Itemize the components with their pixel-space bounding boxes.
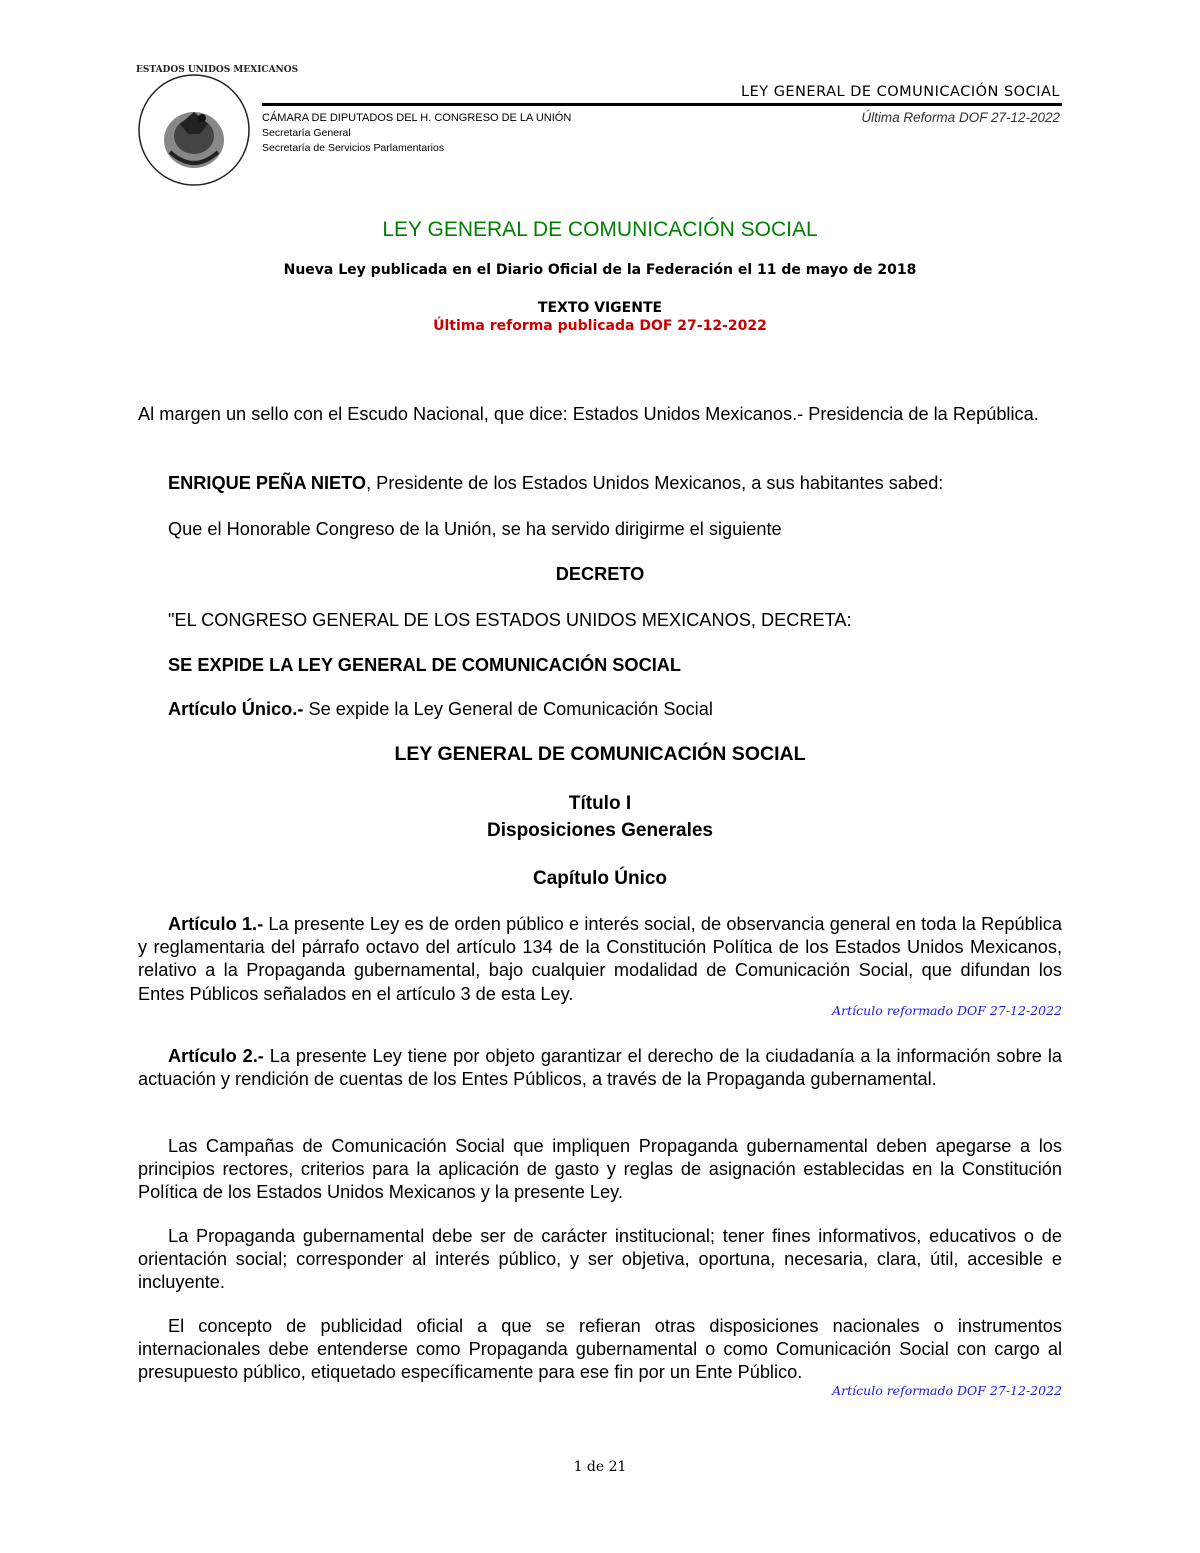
president-text: , Presidente de los Estados Unidos Mexicanos, a sus habitantes sabed: <box>366 473 944 493</box>
header-services: Secretaría de Servicios Parlamentarios <box>262 142 445 154</box>
president-paragraph <box>138 472 1062 495</box>
page-number: 1 de 21 <box>573 1459 627 1475</box>
header-last-reform: Última Reforma DOF 27-12-2022 <box>861 110 1060 125</box>
text-status: TEXTO VIGENTE <box>537 300 663 316</box>
article-2-paragraph-3: La Propaganda gubernamental debe ser de carácter institucional; tener fines informativos, educativos o de orientación social; corresponder al interés público, y ser objetiva, oportuna, necesaria, clara, útil, accesible e incluyente. <box>138 1226 1062 1293</box>
article-1-text: La presente Ley es de orden público e interés social, de observancia general en toda la República y reglamentaria del párrafo octavo del artículo 134 de la Constitución Política de los Estados Unidos Mexicanos, relativo a la Propaganda gubernamental, bajo cualquier modalidad de Comunicación Social, que difundan los Entes Públicos señalados en el artículo 3 de esta Ley. <box>138 914 1062 1004</box>
president-name: ENRIQUE PEÑA NIETO <box>168 473 367 493</box>
decrees-paragraph: "EL CONGRESO GENERAL DE LOS ESTADOS UNIDOS MEXICANOS, DECRETA: <box>168 610 852 630</box>
article-2-paragraph-2: Las Campañas de Comunicación Social que impliquen Propaganda gubernamental deben apegarse a los principios rectores, criterios para la aplicación de gasto y reglas de asignación establecidas en la Constitución Política de los Estados Unidos Mexicanos y la presente Ley. <box>138 1136 1062 1203</box>
article-2-label: Artículo 2.- <box>168 1046 264 1066</box>
decree-heading: DECRETO <box>555 564 645 584</box>
header-title: LEY GENERAL DE COMUNICACIÓN SOCIAL <box>740 84 1060 100</box>
article-2-paragraph-4: El concepto de publicidad oficial a que se refieran otras disposiciones nacionales o instrumentos internacionales debe entenderse como Propaganda gubernamental o como Comunicación Social con cargo al presupuesto público, etiquetado específicamente para ese fin por un Ente Público. <box>138 1316 1062 1383</box>
document-title: LEY GENERAL DE COMUNICACIÓN SOCIAL <box>382 218 818 241</box>
last-reform-note: Última reforma publicada DOF 27-12-2022 <box>433 318 767 334</box>
national-seal-logo <box>136 65 299 188</box>
congress-paragraph: Que el Honorable Congreso de la Unión, se ha servido dirigirme el siguiente <box>168 519 782 539</box>
unique-article <box>138 698 1062 721</box>
article-2-text: La presente Ley tiene por objeto garantizar el derecho de la ciudadanía a la información sobre la actuación y rendición de cuentas de los Entes Públicos, a través de la Propaganda gubernamental. <box>138 1046 1062 1090</box>
margin-paragraph: Al margen un sello con el Escudo Nacional, que dice: Estados Unidos Mexicanos.- Presidencia de la República. <box>138 404 1039 424</box>
issues-heading: SE EXPIDE LA LEY GENERAL DE COMUNICACIÓN SOCIAL <box>168 655 682 675</box>
title-i-heading <box>138 790 1062 844</box>
header-institution <box>262 111 571 156</box>
chapter-heading: Capítulo Único <box>532 868 668 889</box>
article-1-label: Artículo 1.- <box>168 914 264 934</box>
header-secretariat: Secretaría General <box>262 127 351 139</box>
title-i-name: Disposiciones Generales <box>487 820 713 841</box>
seal-text: ESTADOS UNIDOS MEXICANOS <box>136 65 299 75</box>
header-divider <box>262 103 1062 106</box>
unique-article-text: Se expide la Ley General de Comunicación Social <box>303 699 713 719</box>
title-i-number: Título I <box>568 793 632 814</box>
article-2 <box>138 1045 1062 1091</box>
article-1 <box>138 913 1062 1006</box>
publication-note: Nueva Ley publicada en el Diario Oficial de la Federación el 11 de mayo de 2018 <box>283 262 917 278</box>
article-1-reform-note: Artículo reformado DOF 27-12-2022 <box>832 1003 1062 1018</box>
article-2-reform-note: Artículo reformado DOF 27-12-2022 <box>832 1383 1062 1398</box>
header-chamber: CÁMARA DE DIPUTADOS DEL H. CONGRESO DE LA UNIÓN <box>262 112 572 124</box>
unique-article-label: Artículo Único.- <box>168 699 304 719</box>
law-title: LEY GENERAL DE COMUNICACIÓN SOCIAL <box>394 743 806 765</box>
